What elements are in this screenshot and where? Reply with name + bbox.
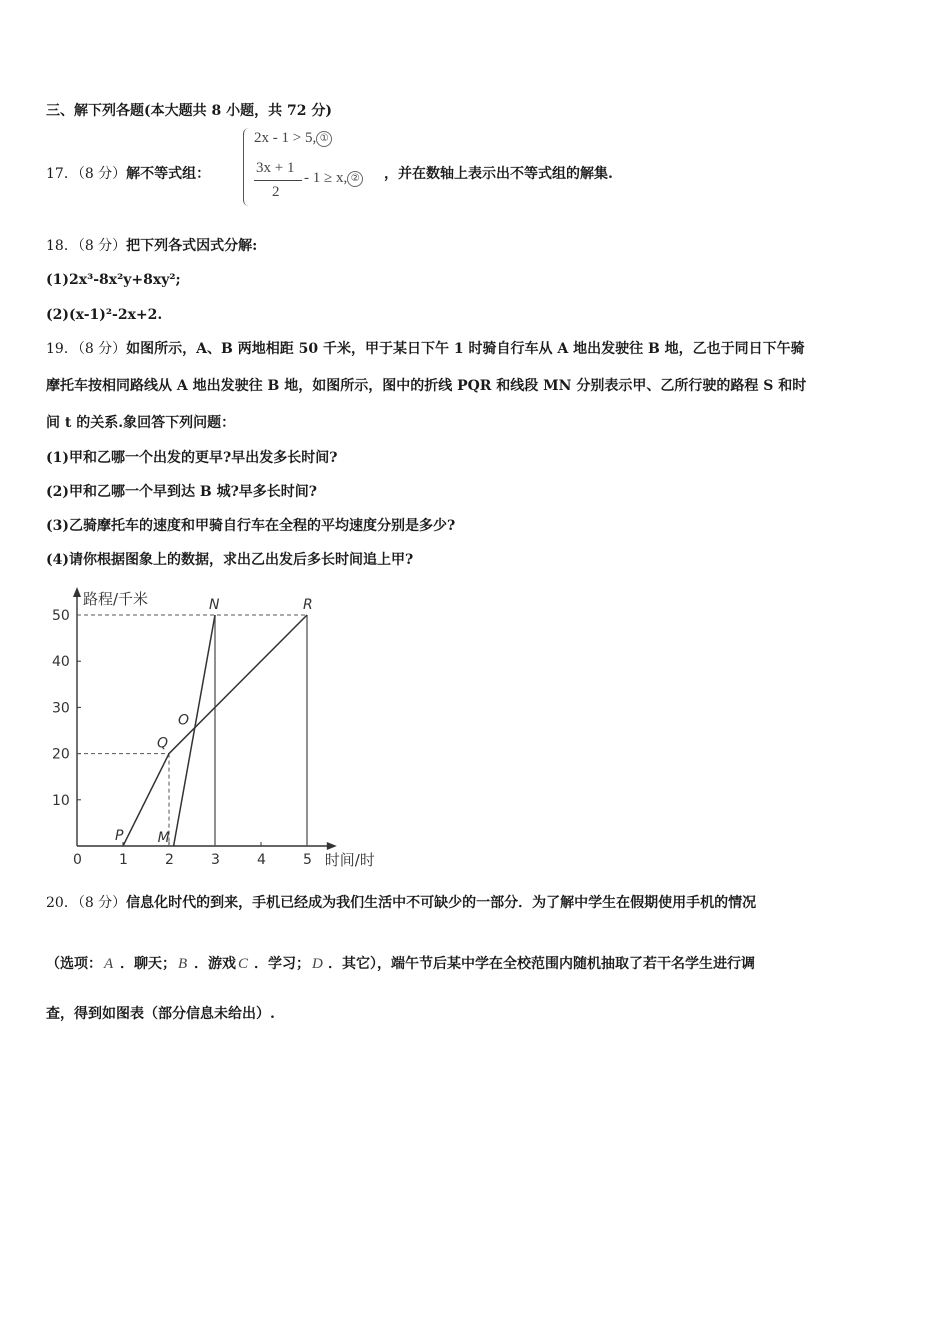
q20-number: 20．（8 分） <box>46 895 127 911</box>
y-tick-label: 30 <box>52 700 70 717</box>
fraction-denominator: 2 <box>272 184 280 200</box>
q18-part2: (2)(x-1)²-2x+2. <box>46 307 163 323</box>
y-axis-arrow <box>73 587 81 597</box>
circled-one-mark: ① <box>316 131 332 147</box>
point-label-q: Q <box>157 735 169 752</box>
question-19-line2: 摩托车按相同路线从 A 地出发驶往 B 地，如图所示，图中的折线 PQR 和线段 MN 分别表示甲、乙所行驶的路程 S 和时 <box>46 378 807 394</box>
point-label-r: R <box>303 597 313 613</box>
x-tick-label: 0 <box>73 852 82 868</box>
inequality-2: - 1 ≥ x, ② <box>304 170 363 187</box>
question-20-options: （选项： A ．聊天； B ．游戏 C ．学习； D ．其它），端午节后某中学在全校范围内随机抽取了若干名学生进行调 <box>46 956 755 972</box>
x-tick-label: 1 <box>119 852 128 868</box>
q19-sub3: (3)乙骑摩托车的速度和甲骑自行车在全程的平均速度分别是多少? <box>46 518 456 534</box>
q18-part1: (1)2x³-8x²y+8xy²; <box>46 272 181 288</box>
point-label-m: M <box>157 830 170 846</box>
question-20-line1: 20．（8 分）信息化时代的到来，手机已经成为我们生活中不可缺少的一部分．为了解中学生在假期使用手机的情况 <box>46 895 757 911</box>
y-tick-label: 20 <box>52 746 70 763</box>
y-tick-label: 40 <box>52 654 70 671</box>
question-20-line3: 查，得到如图表（部分信息未给出）. <box>46 1006 275 1022</box>
distance-time-chart <box>40 585 390 875</box>
series-line-mn <box>174 615 215 846</box>
x-axis-label: 时间/时 <box>324 851 375 869</box>
q17-prefix: 解不等式组： <box>126 166 211 182</box>
x-axis-arrow <box>327 842 337 850</box>
question-19-line1: 19．（8 分）如图所示，A、B 两地相距 50 千米，甲于某日下午 1 时骑自行车从 A 地出发驶往 B 地，乙也于同日下午骑 <box>46 341 805 357</box>
q17-suffix: ，并在数轴上表示出不等式组的解集. <box>384 166 613 182</box>
fraction-numerator: 3x + 1 <box>256 160 295 176</box>
q18-number: 18．（8 分） <box>46 238 127 254</box>
inequality-1: 2x - 1 > 5, ① <box>254 130 332 147</box>
section-heading: 三、解下列各题(本大题共 8 小题，共 72 分) <box>46 103 332 119</box>
question-18 <box>46 236 257 256</box>
x-tick-label: 5 <box>303 852 312 868</box>
question-19-line3: 间 t 的关系.象回答下列问题： <box>46 415 236 431</box>
inequality-system <box>243 128 384 206</box>
question-17 <box>46 164 210 184</box>
x-tick-label: 3 <box>211 852 220 868</box>
point-label-o: O <box>178 712 190 729</box>
q17-number: 17．（8 分） <box>46 166 127 182</box>
q19-sub2: (2)甲和乙哪一个早到达 B 城?早多长时间? <box>46 484 317 500</box>
q19-sub4: (4)请你根据图象上的数据，求出乙出发后多长时间追上甲? <box>46 552 414 568</box>
q19-sub1: (1)甲和乙哪一个出发的更早?早出发多长时间? <box>46 450 338 466</box>
point-label-n: N <box>209 597 220 613</box>
circled-two-mark: ② <box>347 171 363 187</box>
y-tick-label: 10 <box>52 792 70 809</box>
q18-text: 把下列各式因式分解: <box>126 238 258 254</box>
x-tick-label: 4 <box>257 852 266 868</box>
y-axis-label: 路程/千米 <box>83 590 149 608</box>
x-tick-label: 2 <box>165 852 174 868</box>
y-tick-label: 50 <box>52 608 70 624</box>
q19-number: 19．（8 分） <box>46 341 127 357</box>
fraction-bar <box>254 180 302 181</box>
point-label-p: P <box>115 828 124 844</box>
